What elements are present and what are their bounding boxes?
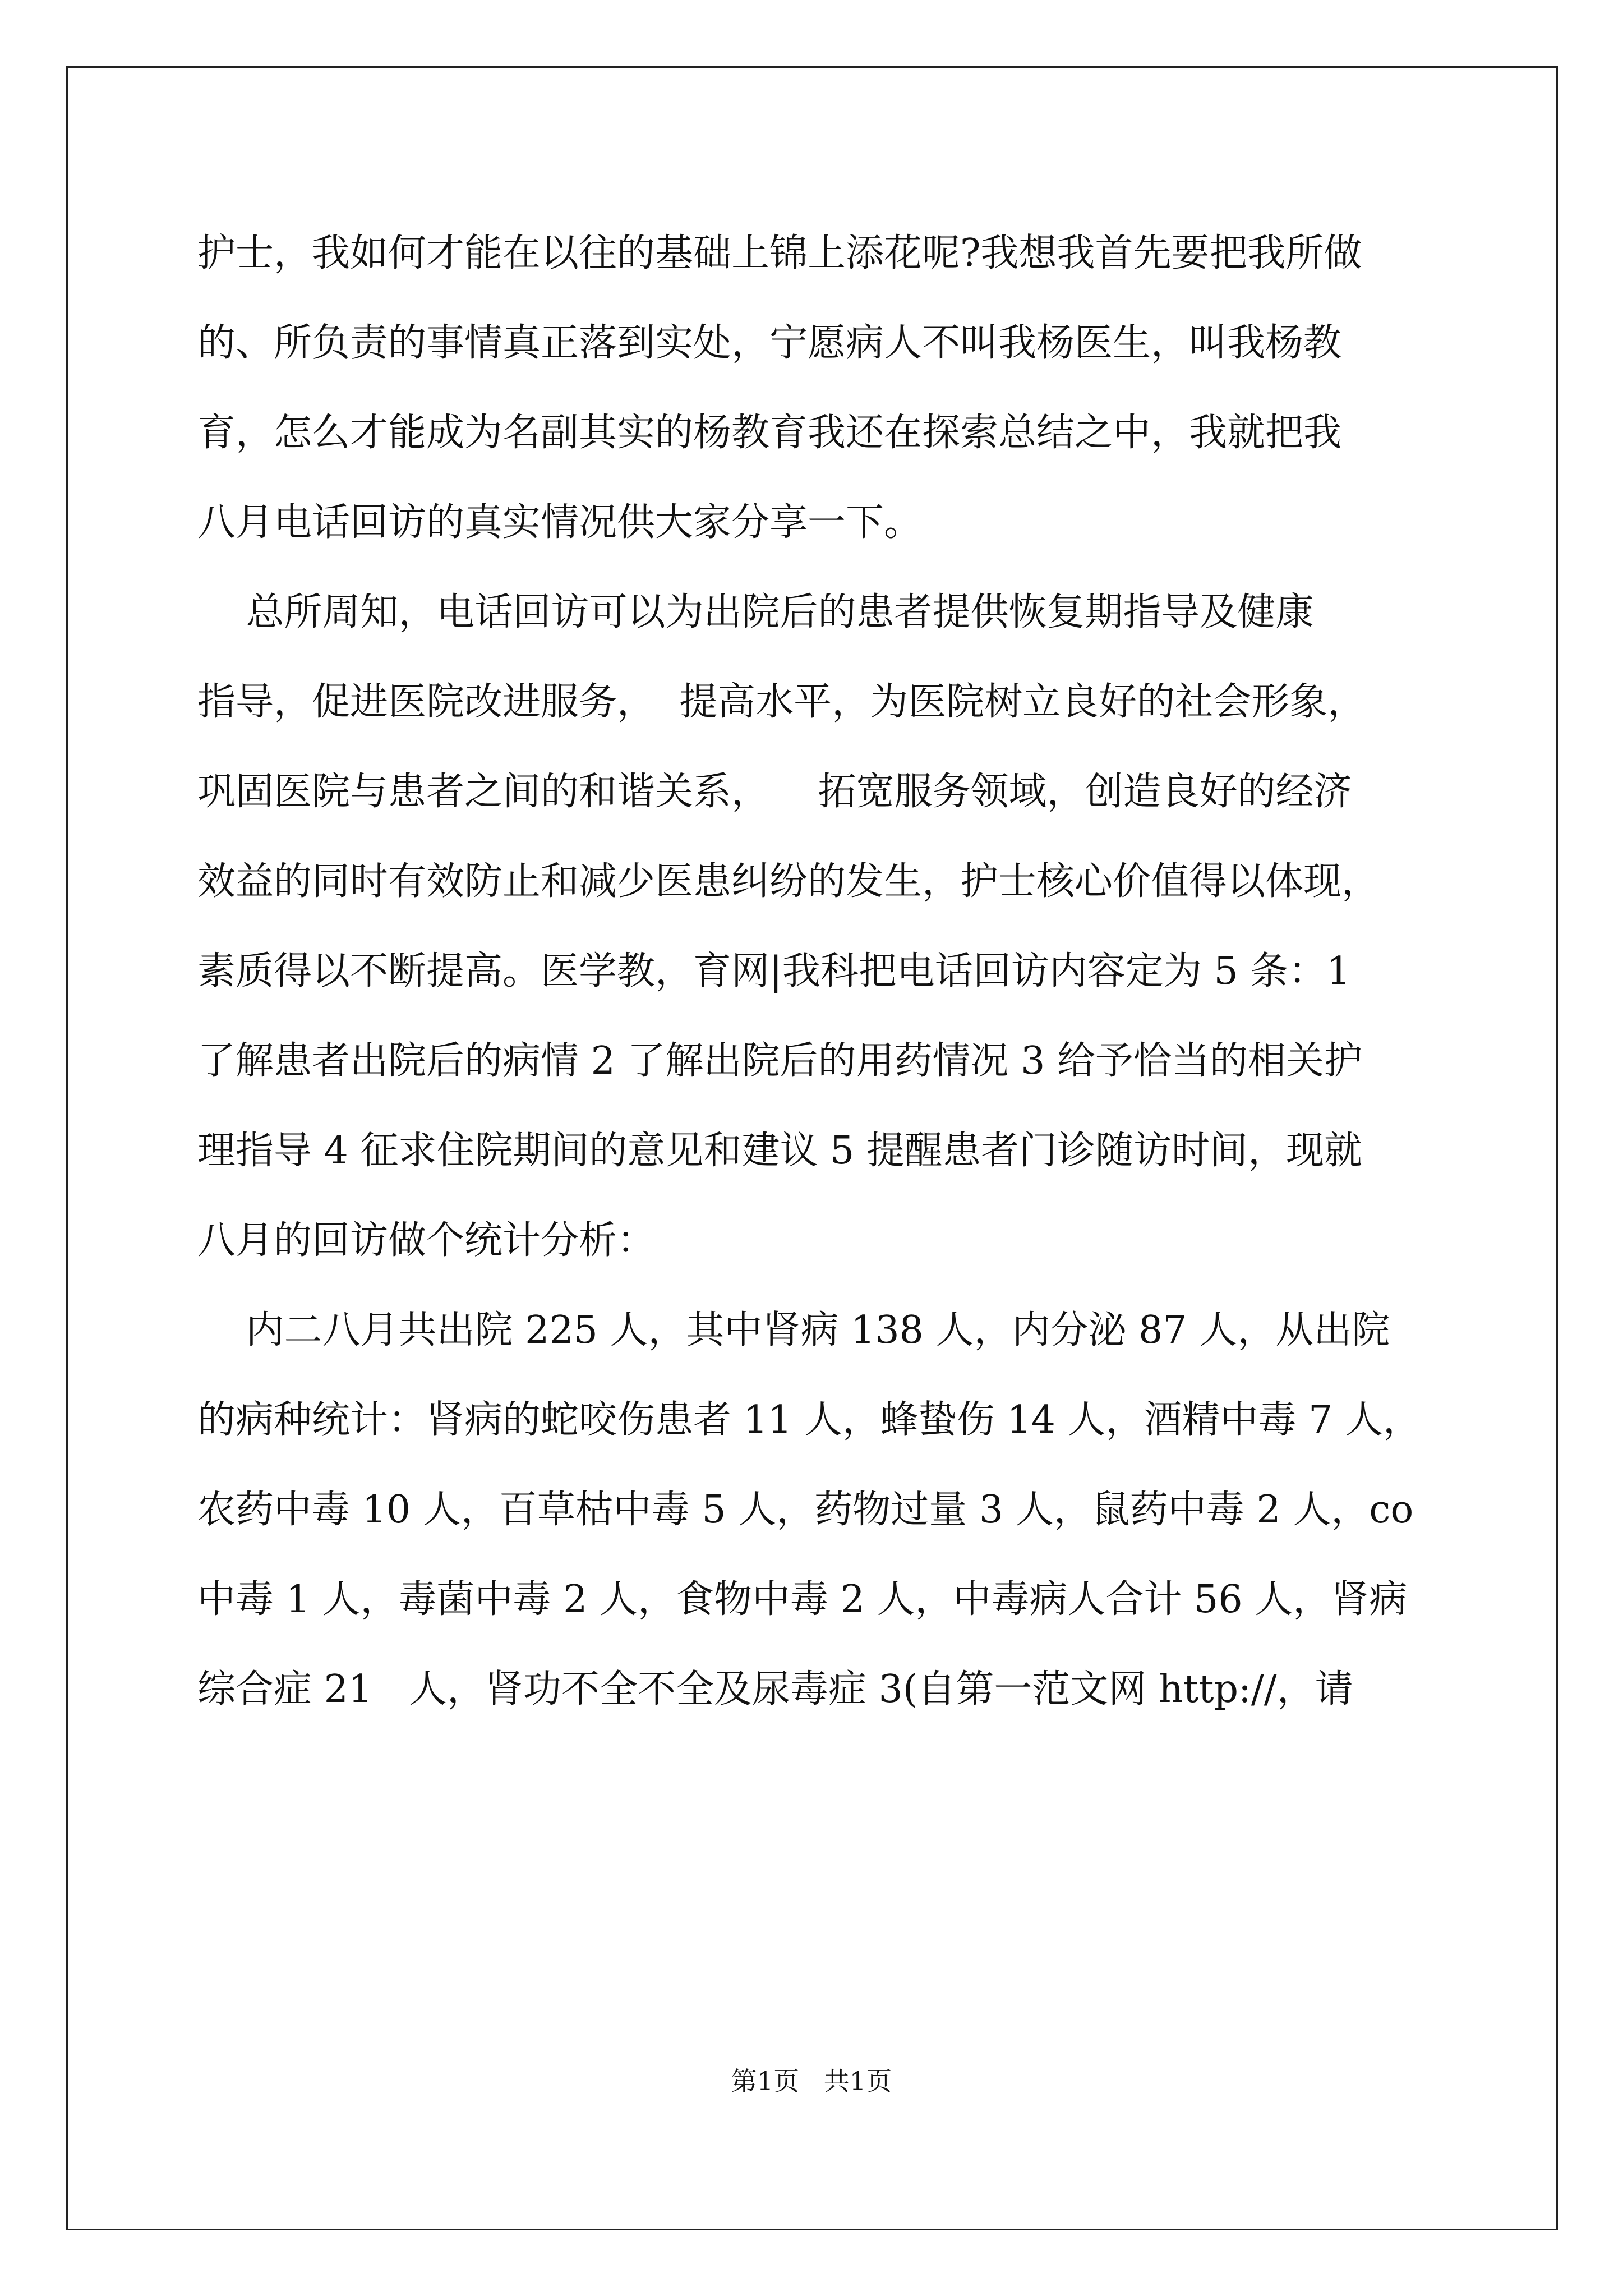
text-line: 巩固医院与患者之间的和谐关系， 拓宽服务领域，创造良好的经济 <box>197 770 1352 814</box>
text-line: 总所周知，电话回访可以为出院后的患者提供恢复期指导及健康 <box>197 590 1314 634</box>
text-line: 理指导 4 征求住院期间的意见和建议 5 提醒患者门诊随访时间，现就 <box>197 1129 1362 1173</box>
page-footer: 第1页 共1页 <box>731 2066 892 2096</box>
text-line: 中毒 1 人，毒菌中毒 2 人，食物中毒 2 人，中毒病人合计 56 人，肾病 <box>197 1577 1408 1622</box>
text-line: 的、所负责的事情真正落到实处，宁愿病人不叫我杨医生，叫我杨教 <box>197 321 1342 365</box>
text-line: 育，怎么才能成为名副其实的杨教育我还在探索总结之中，我就把我 <box>197 411 1342 455</box>
text-line: 的病种统计：肾病的蛇咬伤患者 11 人，蜂蛰伤 14 人，酒精中毒 7 人， <box>197 1398 1422 1442</box>
text-line: 素质得以不断提高。医学教，育网|我科把电话回访内容定为 5 条：1 <box>197 949 1351 993</box>
text-line: 效益的同时有效防止和减少医患纠纷的发生，护士核心价值得以体现， <box>197 859 1380 904</box>
text-line: 了解患者出院后的病情 2 了解出院后的用药情况 3 给予恰当的相关护 <box>197 1039 1362 1083</box>
document-body <box>197 209 1437 1734</box>
text-line: 内二八月共出院 225 人，其中肾病 138 人，内分泌 87 人，从出院 <box>197 1308 1390 1352</box>
text-line: 农药中毒 10 人，百草枯中毒 5 人，药物过量 3 人，鼠药中毒 2 人，co <box>197 1488 1414 1532</box>
text-line: 综合症 21 人，肾功不全不全及尿毒症 3(自第一范文网 http://，请 <box>197 1667 1353 1711</box>
text-line: 指导，促进医院改进服务， 提高水平，为医院树立良好的社会形象， <box>197 680 1366 724</box>
text-line: 八月电话回访的真实情况供大家分享一下。 <box>197 500 923 545</box>
text-line: 护士，我如何才能在以往的基础上锦上添花呢?我想我首先要把我所做 <box>197 231 1362 275</box>
text-line: 八月的回访做个统计分析： <box>197 1218 656 1263</box>
